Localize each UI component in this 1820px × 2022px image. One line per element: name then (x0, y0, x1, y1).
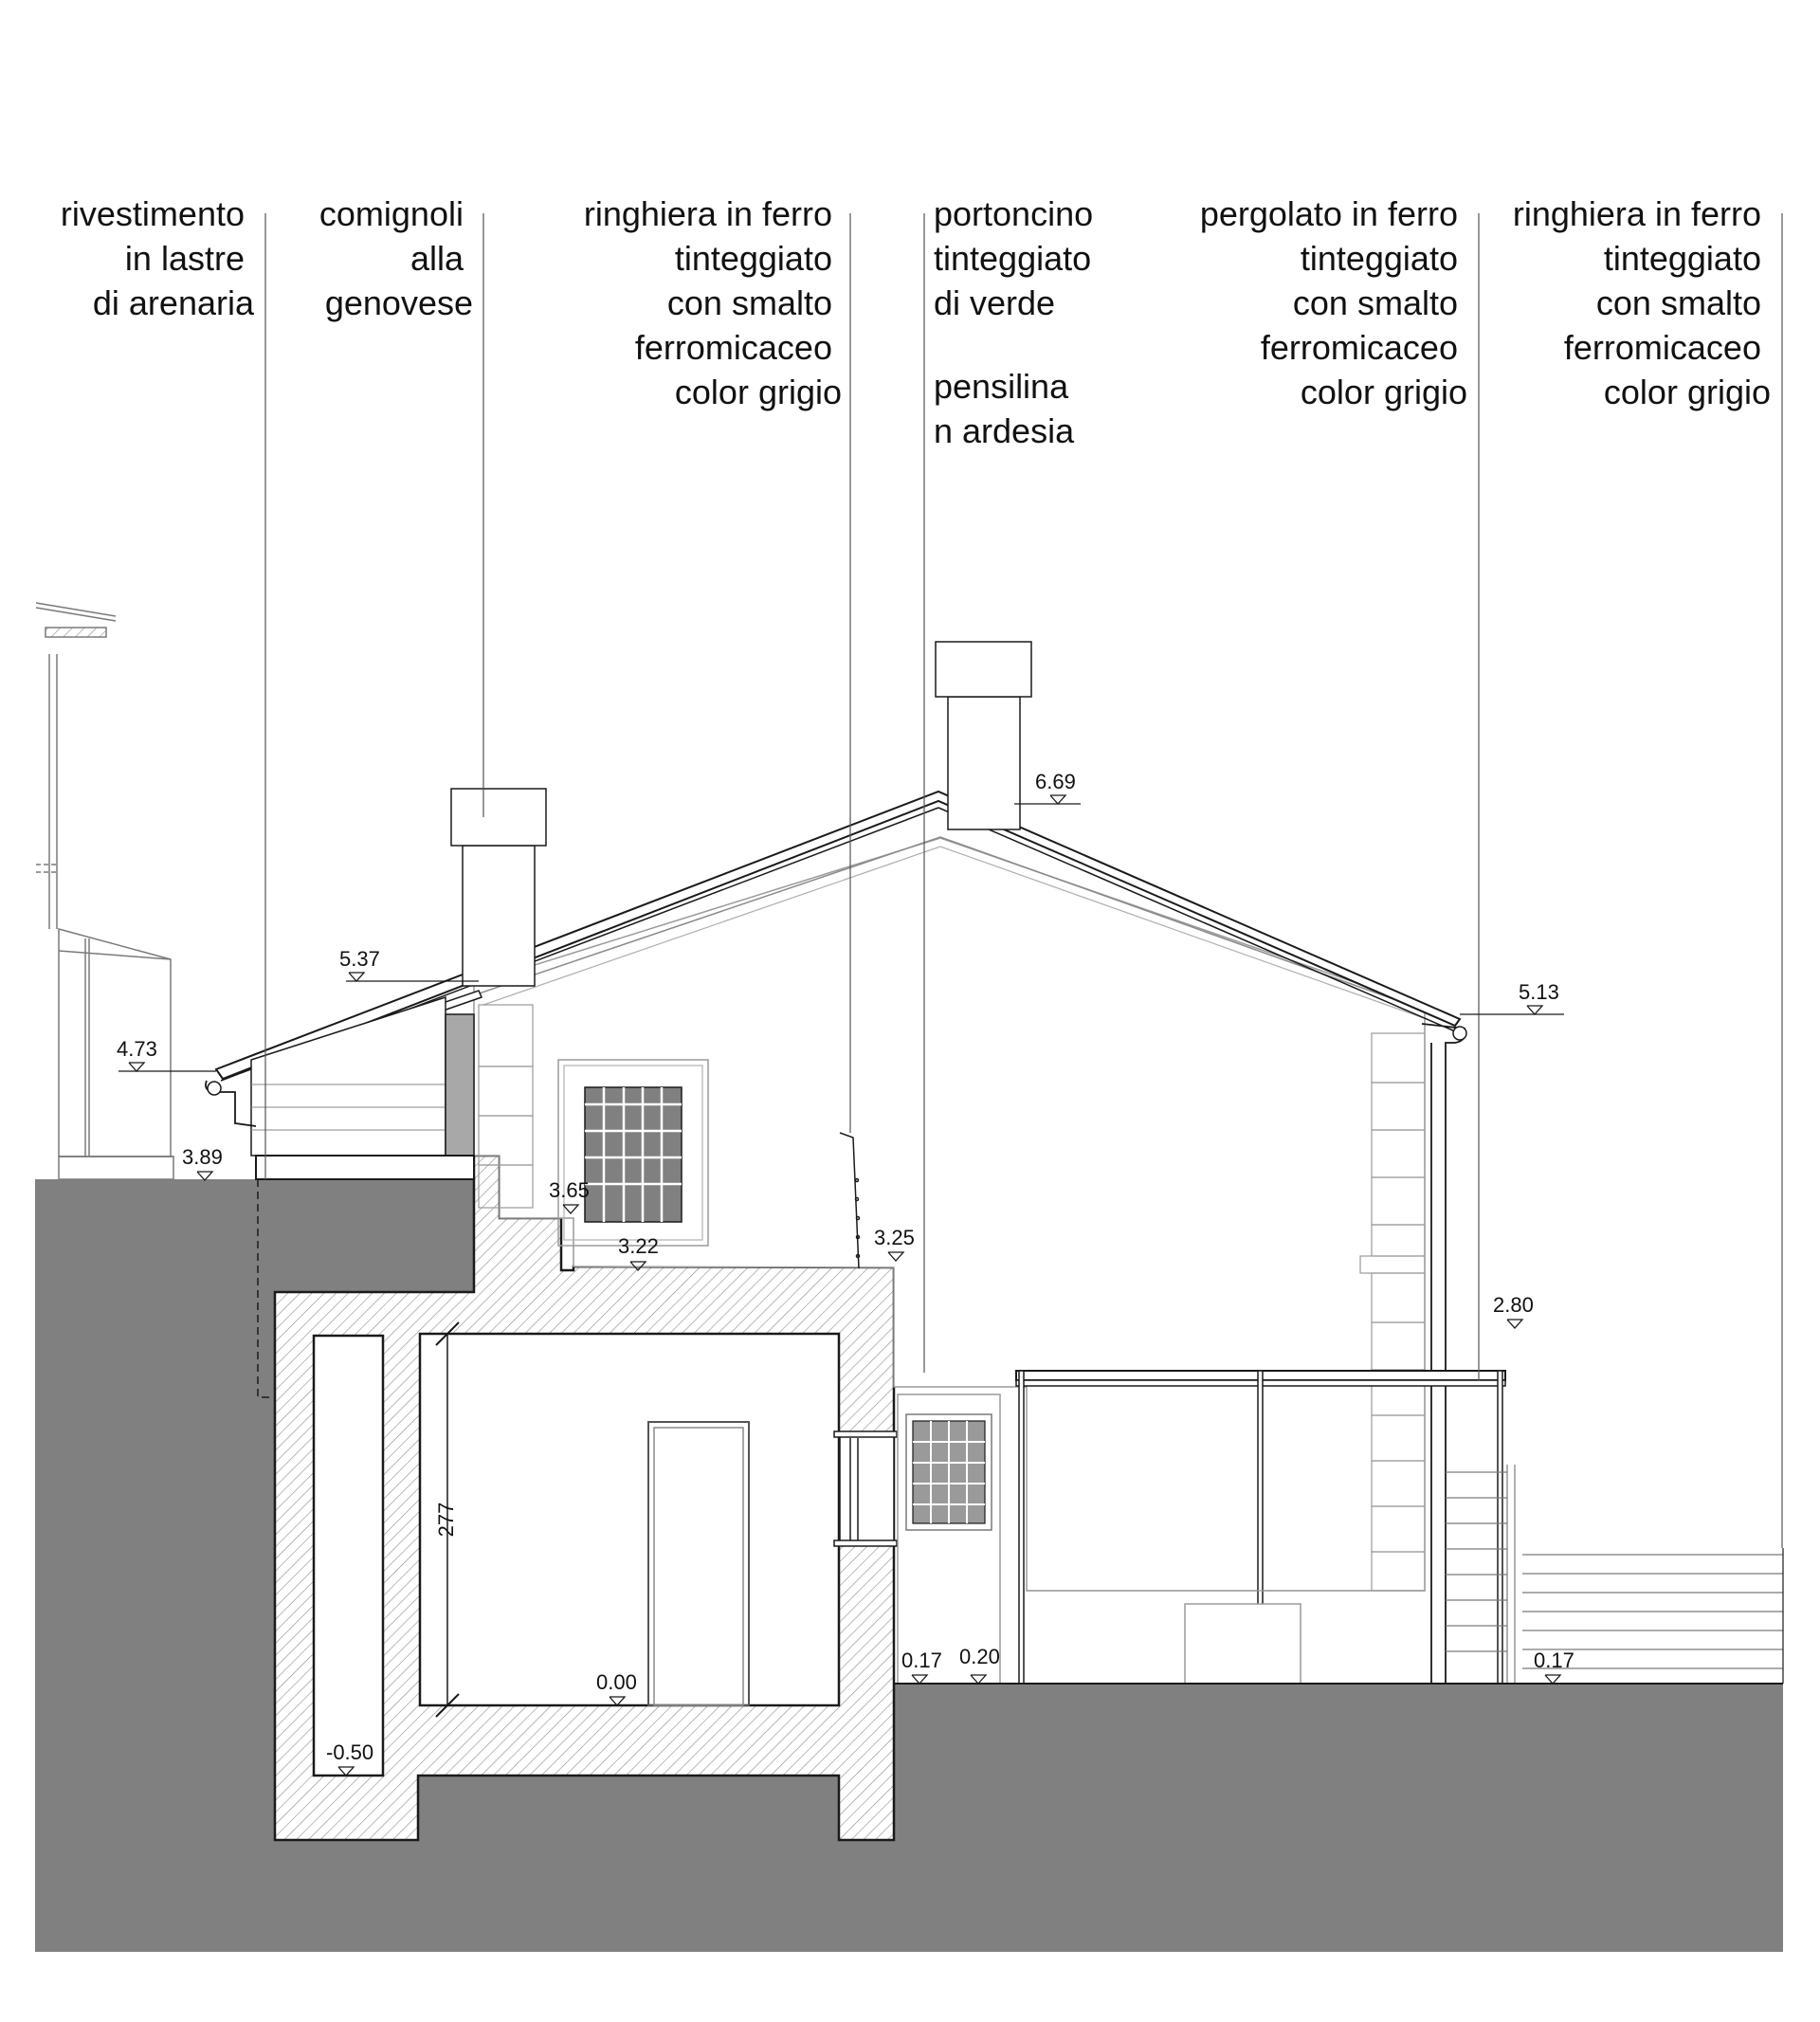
window-sill (834, 1431, 897, 1437)
level-eave-left: 5.37 (339, 947, 380, 971)
chimney-right-stack (948, 697, 1020, 829)
level-terrace-left: 3.89 (182, 1145, 223, 1169)
note-pergola: pergolato in ferro tinteggiato con smalto ferromicaceo color grigio (1199, 194, 1467, 411)
neighbor-building (36, 603, 173, 1179)
level-pergola-top: 2.80 (1493, 1293, 1534, 1317)
chimney-left-cap (451, 789, 546, 846)
level-step: 3.65 (549, 1178, 590, 1202)
room-height-label: 277 (434, 1502, 458, 1538)
note-chimneys: comignoli alla genovese (318, 194, 473, 322)
room-height-dimension (434, 1322, 459, 1717)
notes (61, 194, 1771, 450)
note-railing-2: ringhiera in ferro tinteggiato con smalto ferromicaceo color grigio (1512, 194, 1771, 411)
level-neighbor-eave: 4.73 (117, 1037, 157, 1061)
bench (1185, 1604, 1301, 1684)
note-railing-1: ringhiera in ferro tinteggiato con smalto ferromicaceo color grigio (583, 194, 842, 411)
level-floor: 0.00 (596, 1670, 637, 1694)
shed-wall-shade (446, 1014, 474, 1156)
interior-door-frame (648, 1422, 749, 1705)
level-ground-a: 0.17 (901, 1649, 942, 1672)
note-door: portoncino tinteggiato di verde (934, 194, 1094, 322)
parapet-left (256, 1156, 474, 1179)
level-ground-b: 0.20 (959, 1645, 1000, 1668)
note-canopy: pensilina n ardesia (934, 367, 1075, 450)
level-pit: -0.50 (326, 1740, 374, 1764)
note-cladding: rivestimento in lastre di arenaria (60, 194, 254, 322)
level-eave-right: 5.13 (1519, 980, 1559, 1004)
chimney-left-stack (463, 846, 535, 986)
level-ridge: 6.69 (1035, 770, 1076, 793)
window-sill (834, 1540, 897, 1546)
interior-door (654, 1428, 743, 1705)
basement-window-opening (840, 1436, 894, 1545)
chimney-right-cap (936, 642, 1031, 697)
level-terrace-right: 3.25 (874, 1226, 915, 1249)
level-ground-c: 0.17 (1534, 1649, 1574, 1672)
stair-railing (1446, 1465, 1783, 1684)
upper-window-grille (585, 1087, 682, 1222)
level-terrace-mid: 3.22 (618, 1234, 659, 1258)
gutter-right (1422, 1024, 1465, 1683)
